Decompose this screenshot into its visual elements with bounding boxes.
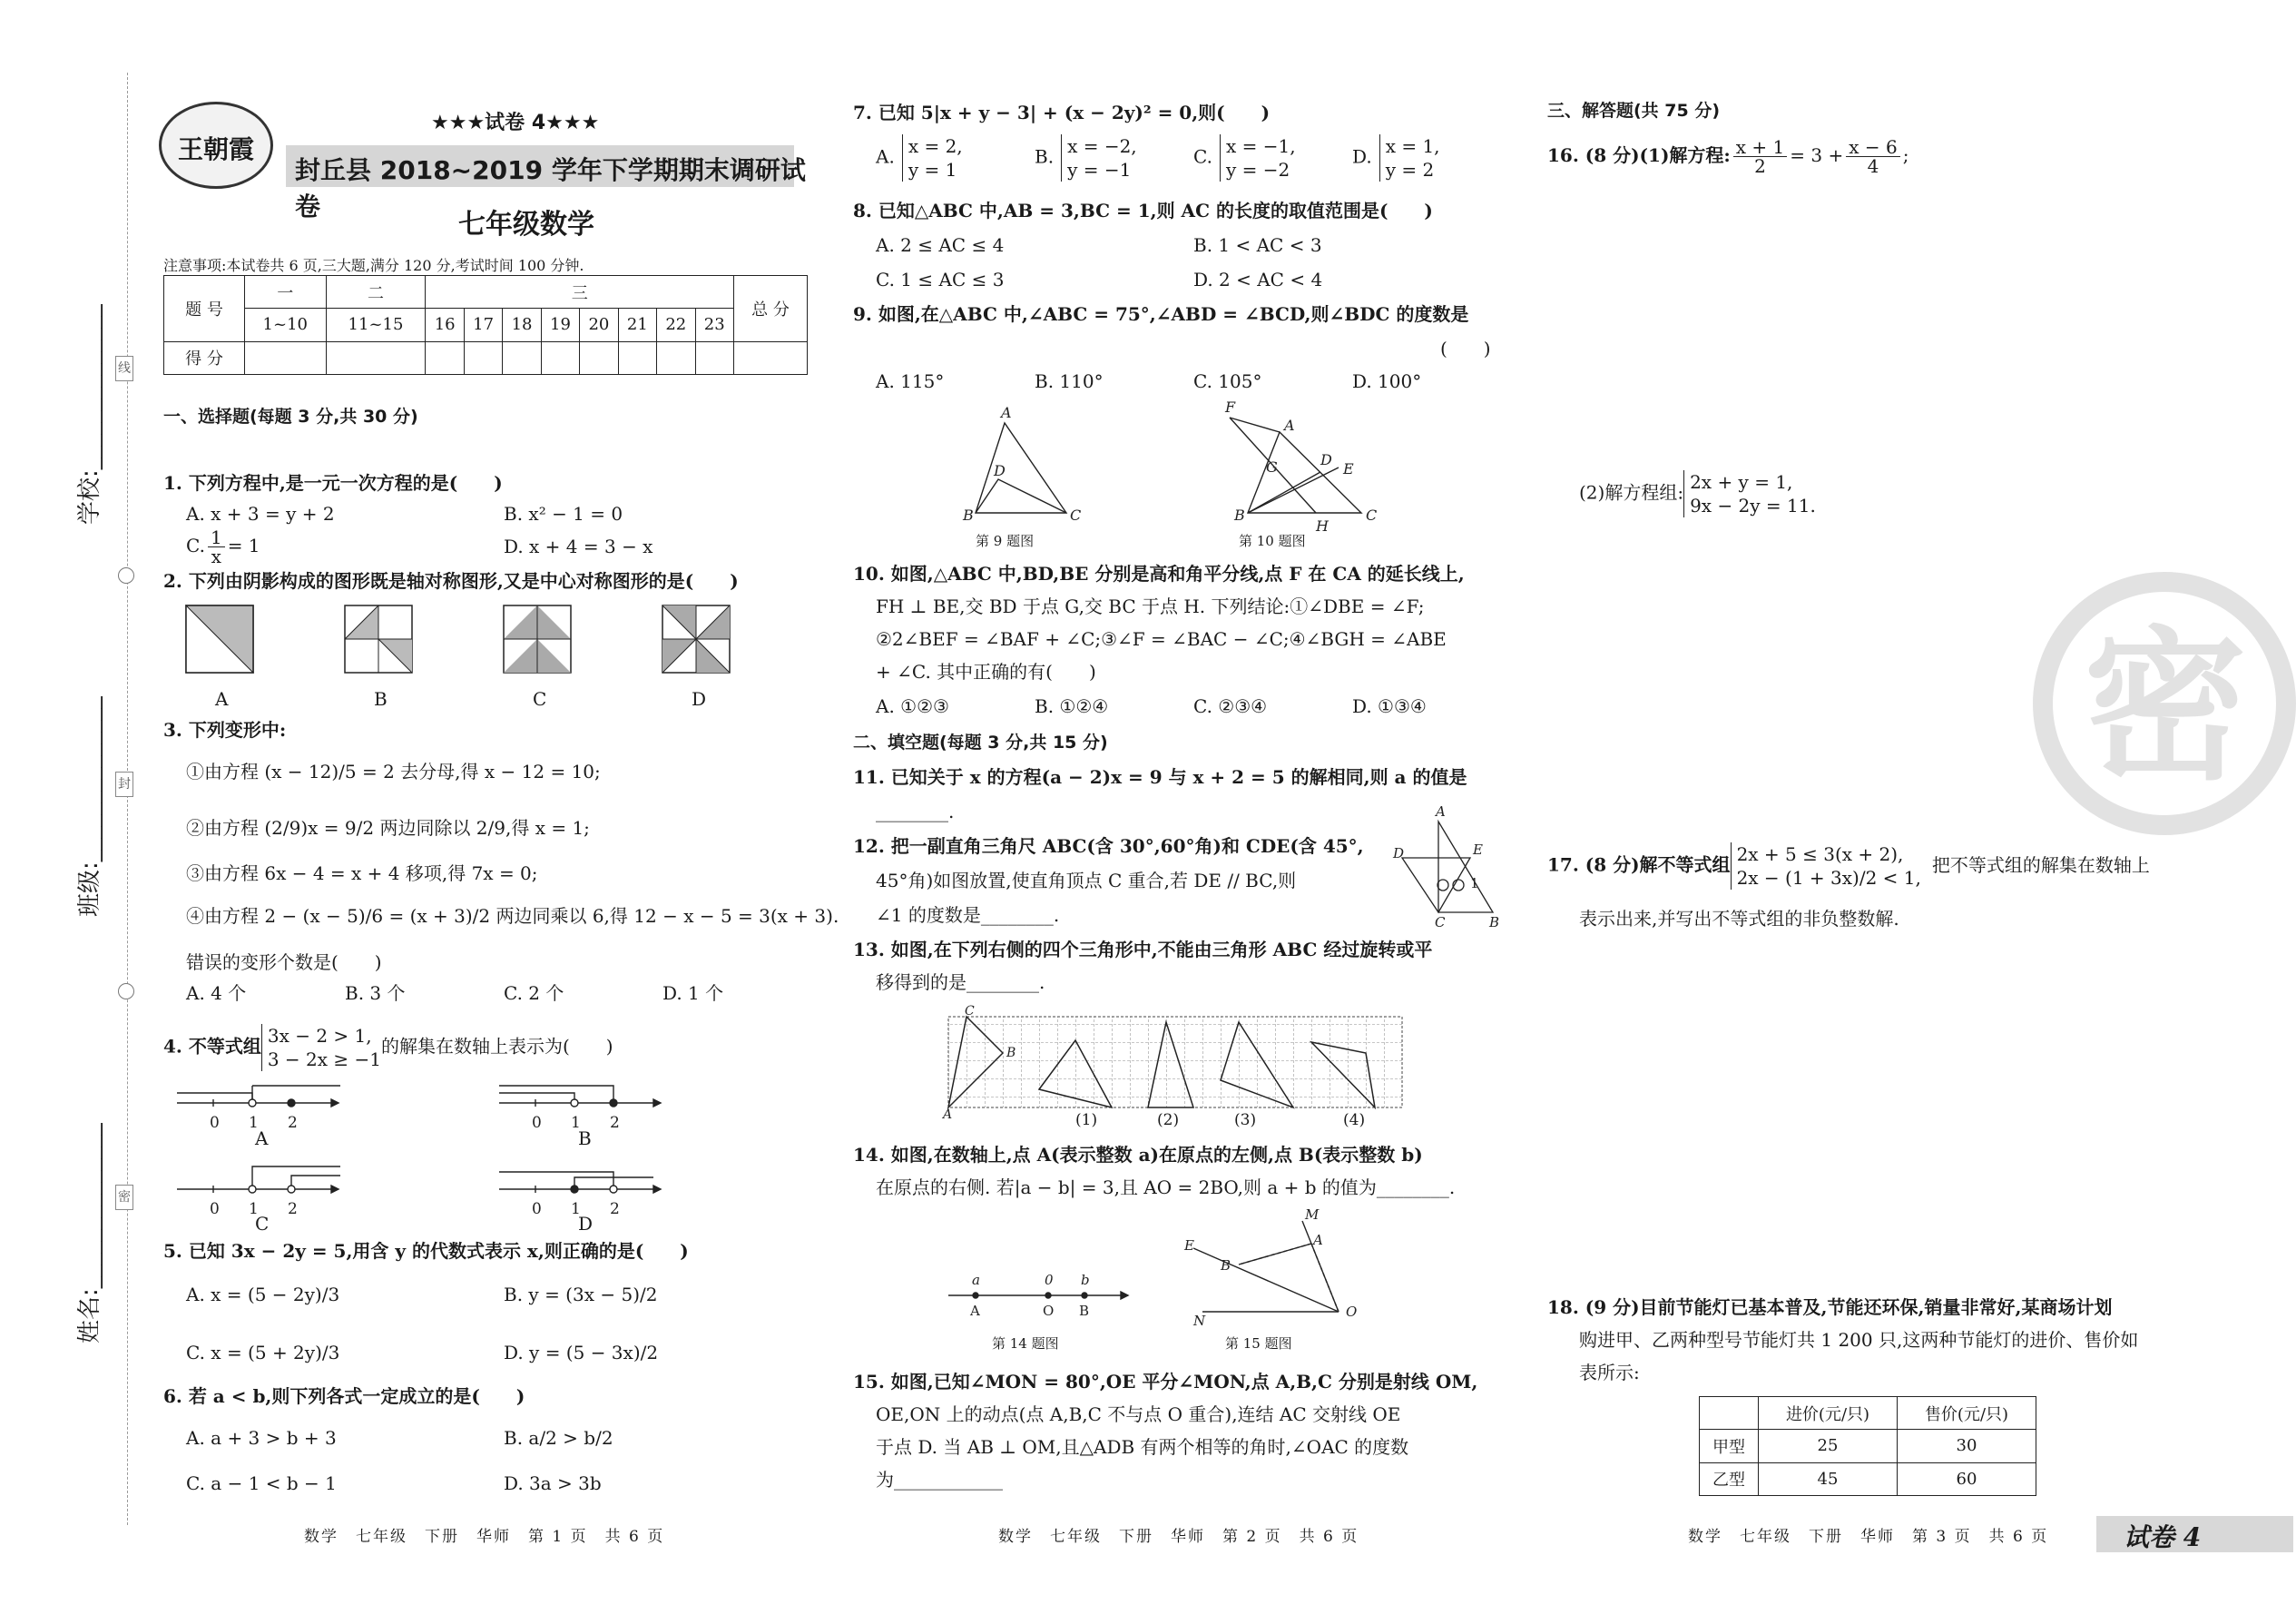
page-column-3 [1543,0,2293,1624]
svg-text:H: H [1316,517,1329,535]
q5-option-c: C. x = (5 + 2y)/3 [186,1342,340,1363]
section-header: 二 [326,276,426,309]
page-column-2 [849,0,1511,1624]
svg-text:C: C [1070,507,1082,524]
score-cell[interactable] [245,341,327,374]
svg-text:A: A [1001,404,1012,421]
q10-line-3: ②2∠BEF = ∠BAF + ∠C;③∠F = ∠BAC − ∠C;④∠BGH = ∠ABE [876,628,1447,650]
class-label: 班级:______________ [76,696,103,917]
price-table-cell: 25 [1759,1430,1898,1462]
svg-text:E: E [1184,1237,1194,1254]
svg-text:2: 2 [288,1200,298,1218]
figure-10-caption: 第 10 题图 [1239,533,1306,549]
q13-label-1: (1) [1075,1111,1098,1129]
q2-label-d: D [692,688,707,710]
svg-text:G: G [1266,458,1278,476]
q7-option-a: A. x = 2, y = 1 [876,135,963,181]
section-3-title: 三、解答题(共 75 分) [1547,101,1721,121]
svg-text:E: E [1473,842,1483,858]
question-18: 18. (9 分)目前节能灯已基本普及,节能还环保,销量非常好,某商场计划 [1547,1296,2113,1318]
q4-label-c: C [255,1213,270,1235]
figure-9 [976,423,1066,513]
svg-text:N: N [1193,1313,1206,1329]
binding-line [127,73,128,1525]
question-8: 8. 已知△ABC 中,AB = 3,BC = 1,则 AC 的长度的取值范围是( ) [853,200,1433,221]
price-table-cell: 乙型 [1700,1462,1759,1495]
q1-option-a: A. x + 3 = y + 2 [186,503,335,525]
q9-option-b: B. 110° [1035,370,1104,392]
price-table-cell: 甲型 [1700,1430,1759,1462]
svg-text:C: C [1435,914,1446,930]
q2-figure-a [186,605,253,673]
question-16-part-2: (2)解方程组: 2x + y = 1, 9x − 2y = 11. [1579,471,1816,517]
subject-title: 七年级数学 [458,209,594,241]
score-cell[interactable] [734,341,808,374]
q4-line-d [499,1172,661,1193]
svg-text:D: D [1393,845,1405,861]
svg-text:A: A [1436,803,1446,820]
price-table [1699,1396,2036,1496]
score-col: 21 [618,309,656,341]
score-cell[interactable] [464,341,502,374]
svg-text:A: A [970,1303,980,1319]
q3-option-c: C. 2 个 [504,982,564,1004]
q4-line-b [499,1086,661,1107]
score-cell[interactable] [503,341,541,374]
q5-option-a: A. x = (5 − 2y)/3 [186,1284,340,1305]
confidential-stamp: 密 [2033,572,2296,835]
q5-option-d: D. y = (5 − 3x)/2 [504,1342,659,1363]
score-table-label: 题 号 [164,276,245,342]
q9-option-c: C. 105° [1193,370,1262,392]
q3-option-d: D. 1 个 [662,982,724,1004]
svg-text:B: B [1489,914,1500,930]
svg-text:0: 0 [1045,1272,1054,1288]
svg-text:0: 0 [532,1200,542,1218]
q10-option-d: D. ①③④ [1352,695,1427,717]
price-table-head-sale: 售价(元/只) [1898,1397,2036,1430]
brand-logo: 王朝霞 [159,102,273,189]
svg-text:B: B [1079,1303,1090,1319]
q10-line-2: FH ⊥ BE,交 BD 于点 G,交 BC 于点 H. 下列结论:①∠DBE = ∠F; [876,595,1425,617]
q2-label-a: A [215,688,229,710]
question-4: 4. 不等式组 3x − 2 > 1, 3 − 2x ≥ −1的解集在数轴上表示为( ) [163,1025,613,1070]
q7-option-d: D. x = 1, y = 2 [1352,135,1440,181]
score-row-label: 得 分 [164,341,245,374]
exam-notice: 注意事项:本试卷共 6 页,三大题,满分 120 分,考试时间 100 分钟. [163,257,584,274]
score-table [163,275,808,375]
svg-text:2: 2 [288,1114,298,1132]
q13-line-2: 移得到的是________. [876,971,1045,993]
svg-text:E: E [1343,460,1354,477]
q4-label-a: A [255,1127,269,1149]
seal-mark-mi: 密 [115,1185,133,1210]
q10-option-b: B. ①②④ [1035,695,1109,717]
price-table-head-cost: 进价(元/只) [1759,1397,1898,1430]
question-3: 3. 下列变形中: [163,719,287,741]
price-table-cell: 60 [1898,1462,2036,1495]
figure-9-caption: 第 9 题图 [976,533,1035,549]
q7-option-b: B. x = −2, y = −1 [1035,135,1137,181]
score-col: 11~15 [326,309,426,341]
page-footer: 数学 七年级 下册 华师 第 2 页 共 6 页 [998,1528,1359,1546]
question-17: 17. (8 分)解不等式组 2x + 5 ≤ 3(x + 2), 2x − (1 + 3x)/2 < 1,把不等式组的解集在数轴上 [1547,843,2150,889]
question-5: 5. 已知 3x − 2y = 5,用含 y 的代数式表示 x,则正确的是( ) [163,1240,689,1262]
score-cell[interactable] [618,341,656,374]
score-cell[interactable] [541,341,579,374]
question-11: 11. 已知关于 x 的方程(a − 2)x = 9 与 x + 2 = 5 的解相同,则 a 的值是 [853,766,1467,788]
svg-text:C: C [1366,507,1378,524]
score-cell[interactable] [657,341,695,374]
q2-figure-d [662,605,730,673]
q4-line-a [177,1086,340,1107]
q3-option-b: B. 3 个 [345,982,406,1004]
seal-mark-line: 线 [115,356,133,381]
q2-figure-c [504,605,571,673]
exam-title: 封丘县 2018~2019 学年下学期期末调研试卷 [295,155,806,221]
svg-text:A: A [1313,1232,1323,1248]
q8-option-d: D. 2 < AC < 4 [1193,269,1323,290]
figure-15-caption: 第 15 题图 [1225,1335,1292,1352]
question-10: 10. 如图,△ABC 中,BD,BE 分别是高和角平分线,点 F 在 CA 的延长线上, [853,563,1465,585]
q3-option-a: A. 4 个 [186,982,247,1004]
figure-12 [1393,803,1502,930]
svg-text:1: 1 [571,1200,581,1218]
svg-text:2: 2 [610,1114,620,1132]
binding-hole [118,983,134,999]
svg-text:B: B [963,507,974,524]
q2-figures [186,604,749,676]
question-7: 7. 已知 5|x + y − 3| + (x − 2y)² = 0,则( ) [853,102,1271,123]
section-2-title: 二、填空题(每题 3 分,共 15 分) [853,733,1108,753]
price-table-corner [1700,1397,1759,1430]
svg-text:B: B [1006,1046,1016,1060]
question-15: 15. 如图,已知∠MON = 80°,OE 平分∠MON,点 A,B,C 分别是射线 OM, [853,1371,1478,1393]
seal-mark-feng: 封 [115,772,133,797]
svg-text:D: D [994,462,1006,479]
q17-line-2: 表示出来,并写出不等式组的非负整数解. [1579,908,1899,930]
score-cell[interactable] [580,341,618,374]
q9-option-a: A. 115° [876,370,945,392]
figure-14-caption: 第 14 题图 [992,1335,1059,1352]
svg-text:F: F [1225,399,1236,416]
q4-number-lines [177,1071,685,1225]
q6-option-a: A. a + 3 > b + 3 [186,1427,337,1449]
q2-label-c: C [533,688,547,710]
q8-option-a: A. 2 ≤ AC ≤ 4 [876,234,1005,256]
q3-item-3: ③由方程 6x − 4 = x + 4 移项,得 7x = 0; [186,862,538,884]
q2-label-b: B [374,688,388,710]
svg-text:1: 1 [249,1114,259,1132]
q7-option-c: C. x = −1, y = −2 [1193,135,1296,181]
score-cell[interactable] [695,341,734,374]
page-footer: 数学 七年级 下册 华师 第 3 页 共 6 页 [1688,1528,2049,1546]
question-13: 13. 如图,在下列右侧的四个三角形中,不能由三角形 ABC 经过旋转或平 [853,939,1433,960]
question-16-part-1: 16. (8 分)(1)解方程: $\frac{x + 1}{2}$ = 3 + $\frac{x - 6}{4}$ ; [1547,136,1909,177]
q13-label-2: (2) [1157,1111,1180,1129]
price-table-cell: 30 [1898,1430,2036,1462]
q11-blank[interactable]: ________. [876,801,955,822]
q3-item-2: ②由方程 (2/9)x = 9/2 两边同除以 2/9,得 x = 1; [186,817,590,839]
svg-text:C: C [965,1004,975,1019]
q4-line-c [177,1166,340,1193]
q1-option-d: D. x + 4 = 3 − x [504,536,653,557]
figures-9-10 [957,399,1429,535]
q6-option-c: C. a − 1 < b − 1 [186,1472,337,1494]
q15-blank[interactable]: 为____________ [876,1469,1003,1491]
q8-option-b: B. 1 < AC < 3 [1193,234,1322,256]
q3-ask: 错误的变形个数是( ) [186,951,382,973]
svg-text:1: 1 [249,1200,259,1218]
q9-option-d: D. 100° [1352,370,1422,392]
score-col: 18 [503,309,541,341]
question-6: 6. 若 a < b,则下列各式一定成立的是( ) [163,1385,525,1407]
binding-hole [118,567,134,584]
svg-text:0: 0 [532,1114,542,1132]
figure-13-grid [943,1004,1411,1122]
q4-label-d: D [578,1213,594,1235]
q15-line-3: 于点 D. 当 AB ⊥ OM,且△ADB 有两个相等的角时,∠OAC 的度数 [876,1436,1409,1458]
school-label: 学校:______________ [76,304,103,525]
question-9: 9. 如图,在△ABC 中,∠ABC = 75°,∠ABD = ∠BCD,则∠BDC 的度数是 [853,303,1469,325]
q10-option-a: A. ①②③ [876,695,949,717]
svg-text:0: 0 [210,1114,220,1132]
svg-text:D: D [1320,451,1332,468]
q3-item-1: ①由方程 (x − 12)/5 = 2 去分母,得 x − 12 = 10; [186,761,601,782]
score-col: 19 [541,309,579,341]
score-col: 1~10 [245,309,327,341]
q6-option-d: D. 3a > 3b [504,1472,602,1494]
q12-line-3: ∠1 的度数是________. [876,904,1060,926]
q15-line-2: OE,ON 上的动点(点 A,B,C 不与点 O 重合),连结 AC 交射线 OE [876,1403,1401,1425]
svg-text:a: a [972,1272,980,1288]
price-table-cell: 45 [1759,1462,1898,1495]
score-col: 23 [695,309,734,341]
score-col: 17 [464,309,502,341]
score-col: 22 [657,309,695,341]
q9-answer-paren: ( ) [1440,338,1491,359]
figures-14-15 [939,1206,1466,1339]
q3-item-4: ④由方程 2 − (x − 5)/6 = (x + 3)/2 两边同乘以 6,得 12 − x − 5 = 3(x + 3). [186,905,839,927]
q13-label-4: (4) [1343,1111,1366,1129]
figure-10 [1230,418,1361,513]
exam-badge: ★★★试卷 4★★★ [431,112,600,134]
page-footer: 数学 七年级 下册 华师 第 1 页 共 6 页 [304,1528,665,1546]
section-header: 一 [245,276,327,309]
q1-option-c: C. $\frac{1}{x}$ = 1 [186,527,260,567]
figure-14 [948,1292,1128,1299]
svg-text:M: M [1305,1206,1320,1223]
name-label: 姓名:______________ [76,1123,103,1343]
page-column-1 [159,0,839,1624]
q6-option-b: B. a/2 > b/2 [504,1427,613,1449]
svg-text:O: O [1346,1304,1358,1320]
q18-line-2: 购进甲、乙两种型号节能灯共 1 200 只,这两种节能灯的进价、售价如 [1579,1329,2139,1351]
svg-text:A: A [1284,417,1295,434]
q12-line-2: 45°角)如图放置,使直角顶点 C 重合,若 DE // BC,则 [876,870,1297,891]
total-header: 总 分 [734,276,808,342]
q18-line-3: 表所示: [1579,1362,1640,1383]
svg-text:1: 1 [571,1114,581,1132]
svg-text:2: 2 [610,1200,620,1218]
corner-exam-label: 试卷 4 [2124,1522,2202,1552]
q14-line-2: 在原点的右侧. 若|a − b| = 3,且 AO = 2BO,则 a + b 的值为________. [876,1176,1456,1198]
q5-option-b: B. y = (3x − 5)/2 [504,1284,658,1305]
score-col: 16 [426,309,464,341]
score-cell[interactable] [326,341,426,374]
svg-text:B: B [1234,507,1245,524]
q8-option-c: C. 1 ≤ AC ≤ 3 [876,269,1005,290]
svg-text:0: 0 [210,1200,220,1218]
svg-text:b: b [1081,1272,1090,1288]
q2-figure-b [345,605,412,673]
score-cell[interactable] [426,341,464,374]
svg-text:A: A [943,1107,953,1122]
score-col: 20 [580,309,618,341]
svg-text:O: O [1043,1303,1055,1319]
question-12: 12. 把一副直角三角尺 ABC(含 30°,60°角)和 CDE(含 45°, [853,835,1364,857]
question-2: 2. 下列由阴影构成的图形既是轴对称图形,又是中心对称图形的是( ) [163,570,739,592]
question-1: 1. 下列方程中,是一元一次方程的是( ) [163,472,503,494]
section-1-title: 一、选择题(每题 3 分,共 30 分) [163,407,418,427]
q13-label-3: (3) [1234,1111,1257,1129]
question-14: 14. 如图,在数轴上,点 A(表示整数 a)在原点的左侧,点 B(表示整数 b) [853,1144,1423,1166]
q1-option-b: B. x² − 1 = 0 [504,503,623,525]
q10-line-4: + ∠C. 其中正确的有( ) [876,661,1096,683]
q10-option-c: C. ②③④ [1193,695,1268,717]
q4-label-b: B [578,1127,592,1149]
svg-text:1: 1 [1470,875,1479,891]
section-header: 三 [426,276,734,309]
svg-text:B: B [1221,1257,1231,1274]
